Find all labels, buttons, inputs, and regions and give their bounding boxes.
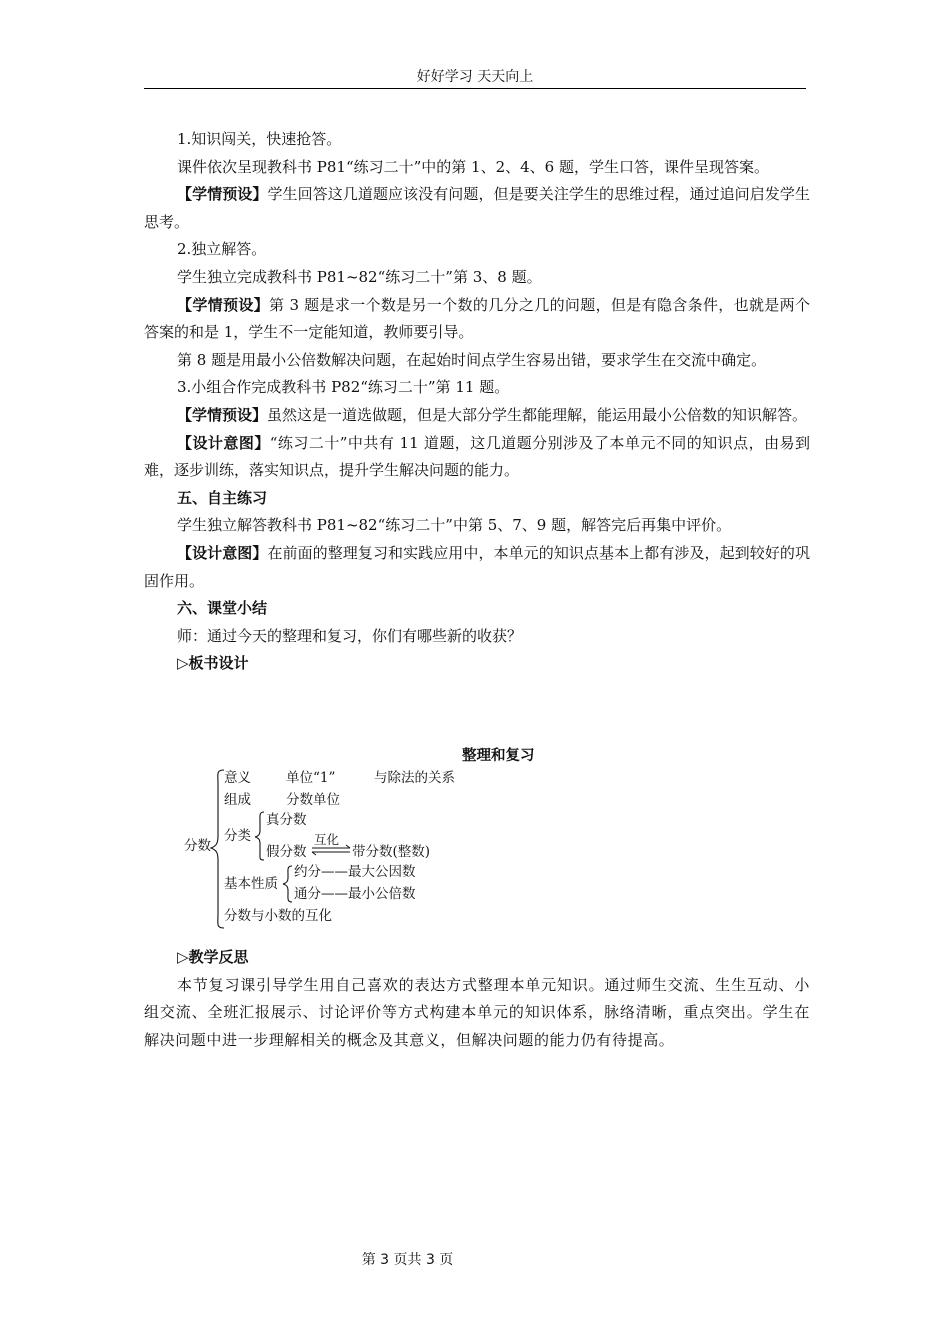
tag-label: 【学情预设】 bbox=[177, 405, 268, 424]
header-divider bbox=[144, 88, 806, 89]
tag-label: 【学情预设】 bbox=[177, 185, 268, 204]
board-diagram bbox=[180, 764, 500, 934]
paragraph: 2.独立解答。 bbox=[177, 240, 267, 259]
board-item: 基本性质 bbox=[224, 876, 278, 892]
section-heading: ▷教学反思 bbox=[177, 948, 249, 966]
lesson-body bbox=[144, 126, 810, 678]
paragraph bbox=[144, 402, 810, 430]
paragraph-text: 在前面的整理复习和实践应用中，本单元的知识点基本上都有涉及，起到较好的巩固作用。 bbox=[144, 543, 810, 590]
property-brace bbox=[283, 866, 292, 902]
board-item: 约分——最大公因数 bbox=[294, 864, 416, 880]
paragraph-text: 第 3 题是求一个数是另一个数的几分之几的问题，但是有隐含条件，也就是两个答案的和是 1，学生不一定能知道，教师要引导。 bbox=[144, 295, 810, 342]
paragraph: 课件依次呈现教科书 P81“练习二十”中的第 1、2、4、6 题，学生口答，课件呈现答案。 bbox=[177, 157, 769, 176]
paragraph: 本节复习课引导学生用自己喜欢的表达方式整理本单元知识。通过师生交流、生生互动、小组交流、全班汇报展示、讨论评价等方式构建本单元的知识体系，脉络清晰，重点突出。学生在解决问题中进一步理解相关的概念及其意义，但解决问题的能力仍有待提高。 bbox=[144, 975, 810, 1049]
board-item: 互化 bbox=[314, 832, 340, 847]
board-root: 分数 bbox=[184, 838, 211, 854]
class-brace bbox=[255, 812, 264, 860]
tag-label: 【设计意图】 bbox=[177, 433, 270, 452]
section-heading: ▷板书设计 bbox=[177, 654, 249, 673]
paragraph-text: 虽然这是一道选做题，但是大部分学生都能理解，能运用最小公倍数的知识解答。 bbox=[267, 405, 808, 424]
teaching-reflection bbox=[144, 944, 810, 1054]
paragraph-text: 学生回答这几道题应该没有问题，但是要关注学生的思维过程，通过追问启发学生思考。 bbox=[144, 185, 810, 231]
main-brace bbox=[211, 770, 224, 928]
board-item: 真分数 bbox=[266, 812, 307, 828]
tag-label: 【设计意图】 bbox=[177, 543, 268, 562]
board-item: 分类 bbox=[224, 828, 251, 844]
board-item: 分数与小数的互化 bbox=[224, 908, 332, 924]
paragraph: 第 8 题是用最小公倍数解决问题，在起始时间点学生容易出错，要求学生在交流中确定。 bbox=[177, 350, 767, 369]
page-header: 好好学习 天天向上 bbox=[416, 69, 534, 85]
paragraph: 3.小组合作完成教科书 P82“练习二十”第 11 题。 bbox=[177, 378, 510, 397]
paragraph-text: “练习二十”中共有 11 道题，这几道题分别涉及了本单元不同的知识点，由易到难，逐步训练，落实知识点，提升学生解决问题的能力。 bbox=[144, 433, 810, 480]
paragraph: 师：通过今天的整理和复习，你们有哪些新的收获？ bbox=[177, 626, 523, 645]
paragraph bbox=[144, 292, 810, 347]
board-item: 通分——最小公倍数 bbox=[294, 886, 416, 902]
paragraph bbox=[144, 181, 810, 236]
paragraph: 学生独立解答教科书 P81~82“练习二十”中第 5、7、9 题，解答完后再集中评价。 bbox=[177, 516, 732, 535]
board-item: 带分数(整数) bbox=[352, 844, 431, 860]
board-item: 单位“1” bbox=[286, 770, 336, 786]
board-item: 分数单位 bbox=[286, 792, 340, 808]
board-item: 意义 bbox=[224, 770, 251, 786]
paragraph: 1.知识闯关，快速抢答。 bbox=[177, 130, 342, 148]
board-item: 与除法的关系 bbox=[374, 770, 455, 786]
section-heading: 六、课堂小结 bbox=[177, 599, 268, 618]
paragraph: 学生独立完成教科书 P81~82“练习二十”第 3、8 题。 bbox=[177, 267, 542, 286]
page-footer: 第 3 页共 3 页 bbox=[361, 1252, 454, 1268]
section-heading: 五、自主练习 bbox=[177, 488, 268, 507]
board-item: 假分数 bbox=[266, 844, 307, 860]
board-item: 组成 bbox=[224, 792, 251, 808]
paragraph bbox=[144, 430, 810, 485]
board-title: 整理和复习 bbox=[462, 747, 535, 764]
paragraph bbox=[144, 540, 810, 595]
tag-label: 【学情预设】 bbox=[177, 295, 270, 314]
